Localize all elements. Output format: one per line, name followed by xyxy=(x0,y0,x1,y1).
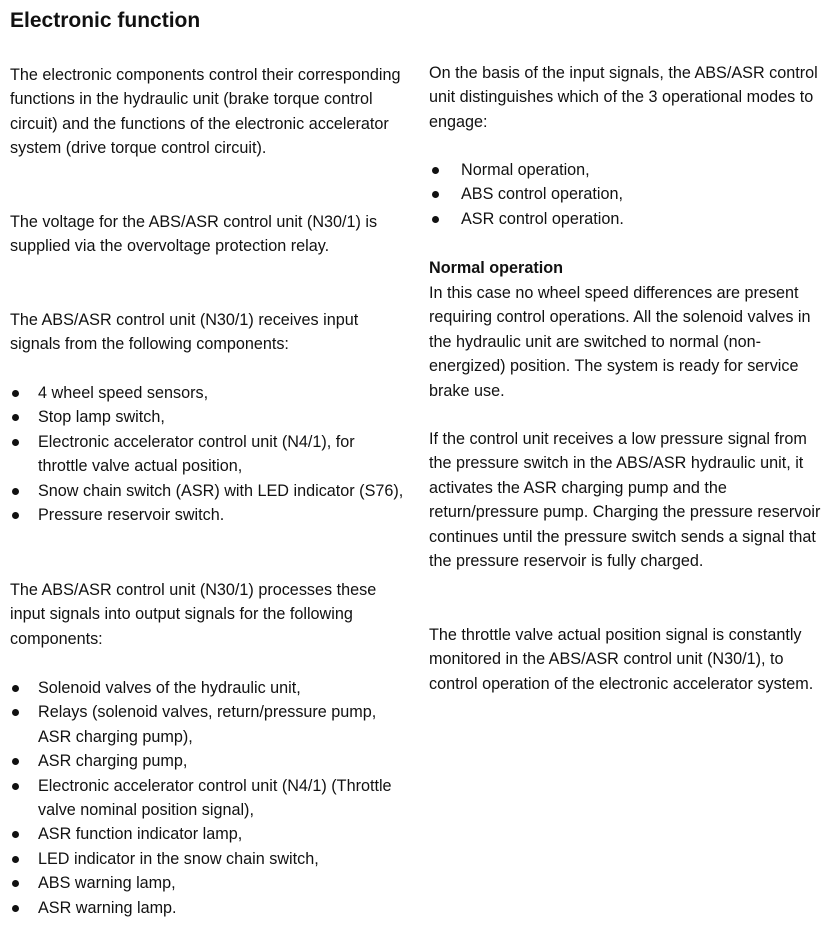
list-item: Solenoid valves of the hydraulic unit, xyxy=(10,676,405,700)
inputs-intro-paragraph: The ABS/ASR control unit (N30/1) receives input signals from the following components: xyxy=(10,311,359,354)
list-item: ABS warning lamp, xyxy=(10,871,405,895)
normal-operation-paragraph: In this case no wheel speed differences are present requiring control operations. All the solenoid valves in the hydraulic unit are switched to normal (non-energized) position. The system is ready for service brake use. xyxy=(429,284,811,400)
list-item: Relays (solenoid valves, return/pressure pump, ASR charging pump), xyxy=(10,700,405,749)
list-item: Electronic accelerator control unit (N4/1) (Throttle valve nominal position signal), xyxy=(10,774,405,823)
output-signals-list xyxy=(10,676,405,920)
input-signals-list xyxy=(10,381,405,527)
list-item: ASR warning lamp. xyxy=(10,896,405,920)
low-pressure-paragraph: If the control unit receives a low pressure signal from the pressure switch in the ABS/ASR hydraulic unit, it activates the ASR charging pump and the return/pressure pump. Charging the pressure reservoir continues until the pressure switch sends a signal that the pressure reservoir is fully charged. xyxy=(429,430,821,571)
modes-intro-paragraph: On the basis of the input signals, the ABS/ASR control unit distinguishes which of the 3 operational modes to engage: xyxy=(429,64,818,131)
list-item: Snow chain switch (ASR) with LED indicator (S76), xyxy=(10,479,405,503)
voltage-paragraph: The voltage for the ABS/ASR control unit (N30/1) is supplied via the overvoltage protection relay. xyxy=(10,213,378,256)
intro-paragraph: The electronic components control their corresponding functions in the hydraulic unit (brake torque control circuit) and the functions of the electronic accelerator system (drive torque control circuit). xyxy=(10,66,401,158)
throttle-signal-paragraph: The throttle valve actual position signal is constantly monitored in the ABS/ASR control unit (N30/1), to control operation of the electronic accelerator system. xyxy=(429,626,814,693)
page-title: Electronic function xyxy=(10,9,201,32)
normal-operation-heading: Normal operation xyxy=(429,259,564,277)
list-item: Pressure reservoir switch. xyxy=(10,503,405,527)
outputs-intro-paragraph: The ABS/ASR control unit (N30/1) processes these input signals into output signals for the following components: xyxy=(10,581,377,648)
list-item: 4 wheel speed sensors, xyxy=(10,381,405,405)
list-item: Normal operation, xyxy=(429,158,824,182)
list-item: ASR function indicator lamp, xyxy=(10,822,405,846)
list-item: ABS control operation, xyxy=(429,182,824,206)
list-item: ASR charging pump, xyxy=(10,749,405,773)
operational-modes-list xyxy=(429,158,824,231)
list-item: ASR control operation. xyxy=(429,207,824,231)
list-item: LED indicator in the snow chain switch, xyxy=(10,847,405,871)
list-item: Electronic accelerator control unit (N4/1), for throttle valve actual position, xyxy=(10,430,405,479)
list-item: Stop lamp switch, xyxy=(10,405,405,429)
